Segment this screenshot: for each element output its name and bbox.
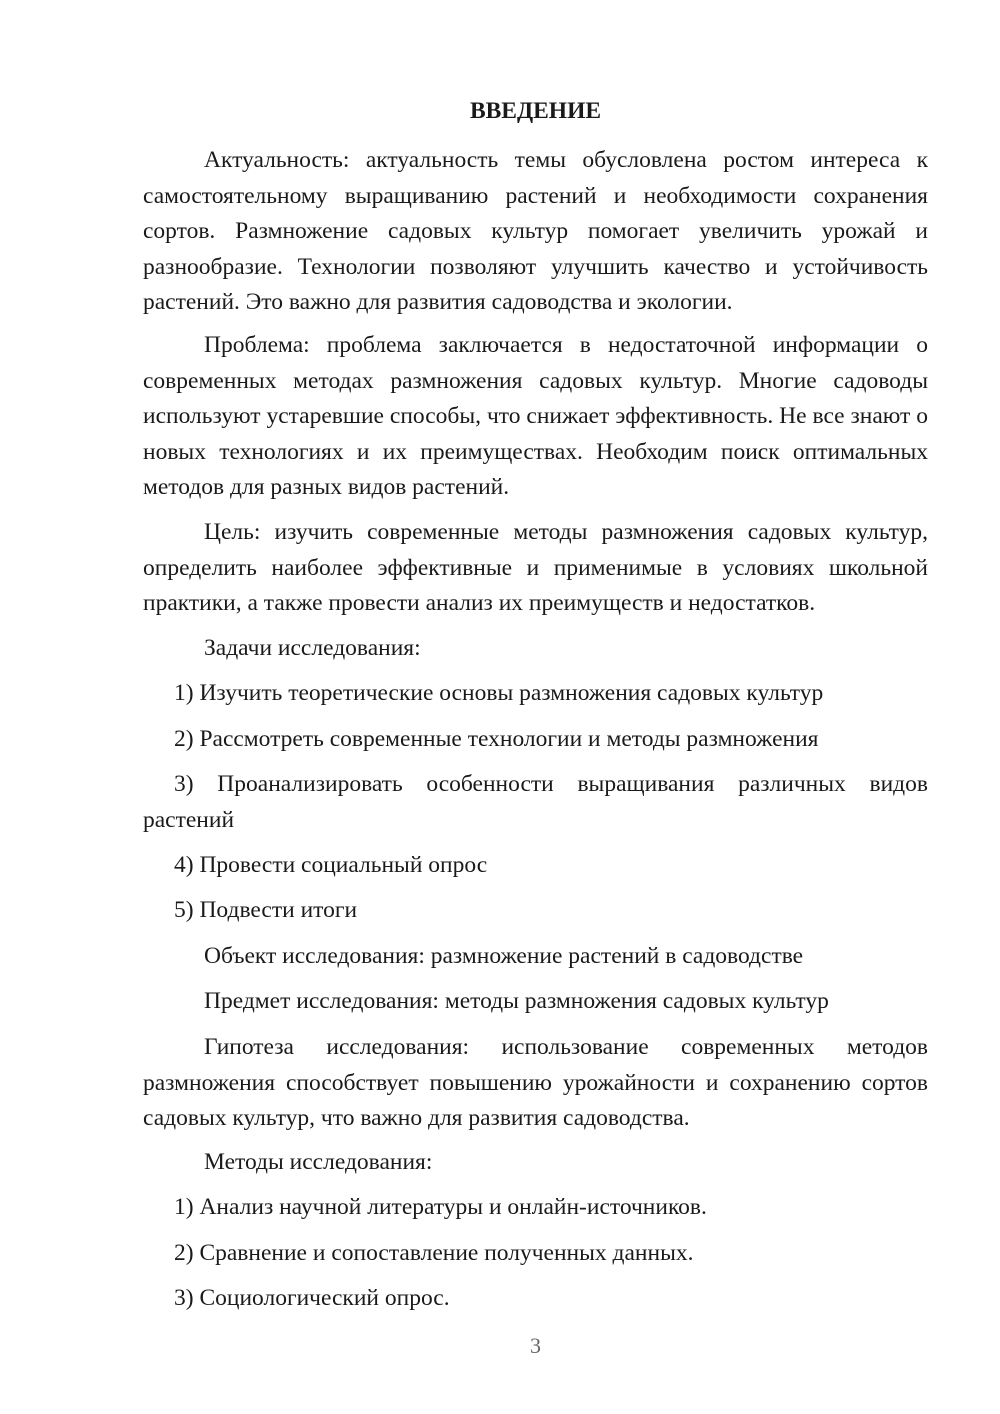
task-item: 5) Подвести итоги [174, 897, 358, 923]
page-number: 3 [530, 1333, 541, 1358]
task-item: 3) Проанализировать особенности выращивания различных видов растений [143, 771, 928, 833]
problem-paragraph: Проблема: проблема заключается в недостаточной информации о современных методах размножения садовых культур. Многие садоводы используют устаревшие способы, что снижает эффективность. Не все знают о новых технологиях и их преимуществах. Необходим поиск оптимальных методов для разных видов растений. [143, 332, 928, 500]
research-subject-line: Предмет исследования: методы размножения садовых культур [204, 988, 829, 1014]
method-item: 3) Социологический опрос. [174, 1285, 450, 1311]
goal-paragraph: Цель: изучить современные методы размножения садовых культур, определить наиболее эффективные и применимые в условиях школьной практики, а также провести анализ их преимуществ и недостатков. [143, 519, 928, 616]
method-item: 1) Анализ научной литературы и онлайн-источников. [174, 1194, 707, 1220]
task-item: 1) Изучить теоретические основы размножения садовых культур [174, 680, 824, 706]
tasks-heading: Задачи исследования: [204, 635, 421, 661]
methods-heading: Методы исследования: [204, 1149, 433, 1175]
task-item: 2) Рассмотреть современные технологии и методы размножения [174, 726, 819, 752]
research-object-line: Объект исследования: размножение растений в садоводстве [204, 943, 804, 969]
method-item: 2) Сравнение и сопоставление полученных данных. [174, 1240, 694, 1266]
hypothesis-paragraph: Гипотеза исследования: использование современных методов размножения способствует повышению урожайности и сохранению сортов садовых культур, что важно для развития садоводства. [143, 1034, 928, 1131]
relevance-paragraph: Актуальность: актуальность темы обусловлена ростом интереса к самостоятельному выращиванию растений и необходимости сохранения сортов. Размножение садовых культур помогает увеличить урожай и разнообразие. Технологии позволяют улучшить качество и устойчивость растений. Это важно для развития садоводства и экологии. [143, 147, 928, 315]
task-item: 4) Провести социальный опрос [174, 852, 488, 878]
section-heading: ВВЕДЕНИЕ [469, 98, 602, 124]
